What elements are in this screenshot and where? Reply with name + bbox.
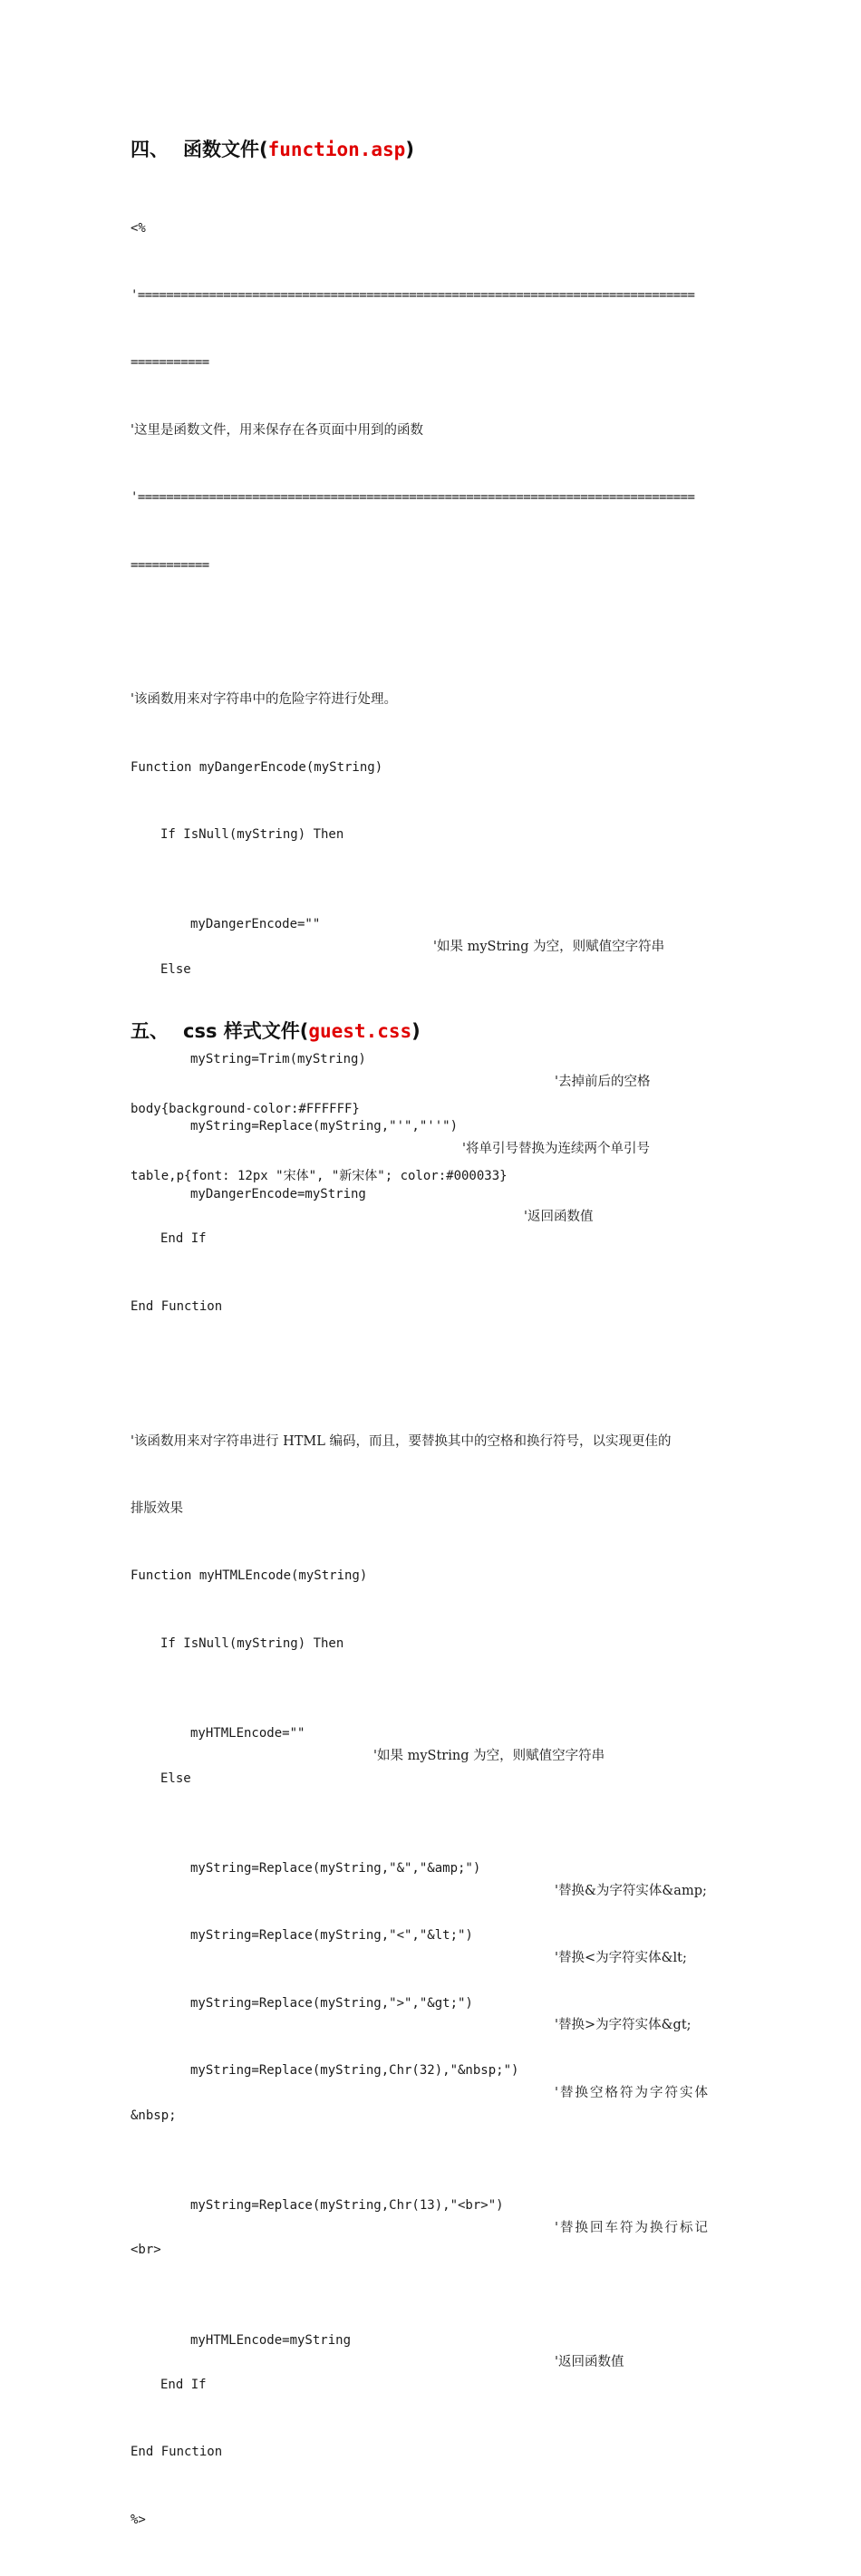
section-filename: function.asp <box>267 139 406 160</box>
code-line-with-comment <box>131 892 732 955</box>
code-statement: myString=Replace(myString,Chr(32),"&nbsp;") <box>190 2062 519 2078</box>
code-comment: '替换&为字符实体&amp; <box>555 1883 707 1898</box>
code-line: =========== <box>131 355 209 371</box>
code-line: Else <box>160 961 191 977</box>
code-line-with-comment <box>131 1970 732 2033</box>
code-line: End If <box>160 2378 207 2393</box>
code-line: <% <box>131 220 146 236</box>
section-title: css 样式文件( <box>183 1020 309 1042</box>
code-line-with-comment <box>131 2037 732 2100</box>
code-line: End Function <box>131 1298 223 1314</box>
code-line: Function myHTMLEncode(myString) <box>131 1568 368 1584</box>
code-line-with-comment <box>131 1835 732 1898</box>
blank-line <box>131 622 732 644</box>
code-line: Function myDangerEncode(myString) <box>131 759 383 775</box>
code-statement: myString=Replace(myString,Chr(13),"<br>") <box>190 2197 504 2213</box>
code-line-wrap: <br> <box>131 2243 161 2258</box>
code-comment: '返回函数值 <box>524 1209 594 1224</box>
code-statement: myHTMLEncode=myString <box>190 2332 352 2348</box>
code-statement: myString=Replace(myString,"'","''") <box>190 1119 459 1134</box>
section-number: 四、 <box>131 139 169 160</box>
code-comment: '返回函数值 <box>555 2355 624 2370</box>
code-comment: '替换>为字符实体&gt; <box>555 2018 692 2033</box>
code-statement: myDangerEncode="" <box>190 917 321 932</box>
code-comment: '替换<为字符实体&lt; <box>555 1950 687 1965</box>
blank-line <box>131 1363 732 1385</box>
code-comment: '将单引号替换为连续两个单引号 <box>462 1142 650 1157</box>
code-line-with-comment <box>131 2172 732 2235</box>
section-heading-css-file <box>131 1019 421 1043</box>
code-line: table,p{font: 12px "宋体", "新宋体"; color:#000033} <box>131 1168 508 1183</box>
code-comment: '如果 myString 为空，则赋值空字符串 <box>373 1748 605 1763</box>
code-comment: 排版效果 <box>131 1501 183 1517</box>
code-line-wrap: &nbsp; <box>131 2108 177 2123</box>
code-line: If IsNull(myString) Then <box>160 827 344 843</box>
code-comment: '这里是函数文件，用来保存在各页面中用到的函数 <box>131 422 423 438</box>
code-statement: myHTMLEncode="" <box>190 1725 305 1741</box>
code-comment: '如果 myString 为空，则赋值空字符串 <box>433 940 665 955</box>
section-title-close: ) <box>405 139 414 160</box>
code-statement: myString=Replace(myString,"&","&amp;") <box>190 1860 481 1876</box>
code-comment: '替换回车符为换行标记 <box>555 2220 710 2235</box>
code-line-with-comment <box>131 1700 732 1763</box>
code-line: body{background-color:#FFFFFF} <box>131 1101 360 1116</box>
code-statement: myString=Replace(myString,"<","&lt;") <box>190 1928 473 1944</box>
section-filename: guest.css <box>308 1020 412 1042</box>
code-comment: '该函数用来对字符串中的危险字符进行处理。 <box>131 692 397 708</box>
code-line: If IsNull(myString) Then <box>160 1635 344 1651</box>
code-line: =========== <box>131 557 209 573</box>
code-statement: myString=Trim(myString) <box>190 1052 366 1067</box>
code-comment: '该函数用来对字符串进行 HTML 编码，而且，要替换其中的空格和换行符号，以实现更佳的 <box>131 1433 672 1449</box>
code-line: Else <box>160 1770 191 1786</box>
code-line: '============================================================================== <box>131 490 695 506</box>
code-line: %> <box>131 2512 146 2527</box>
section-title-close: ) <box>411 1020 421 1042</box>
code-line-with-comment <box>131 1902 732 1965</box>
code-comment: '替换空格符为字符实体 <box>555 2085 710 2100</box>
section-heading-function-file <box>131 138 414 161</box>
code-comment: '去掉前后的空格 <box>555 1074 651 1089</box>
section-number: 五、 <box>131 1020 169 1042</box>
code-line: End If <box>160 1231 207 1247</box>
code-line: End Function <box>131 2445 223 2460</box>
code-statement: myDangerEncode=myString <box>190 1186 366 1201</box>
code-block-guest-css <box>131 1053 732 1232</box>
code-statement: myString=Replace(myString,">","&gt;") <box>190 1995 473 2011</box>
code-line-with-comment <box>131 2307 732 2370</box>
code-line: '============================================================================== <box>131 287 695 303</box>
code-block-function-asp <box>131 172 732 2576</box>
section-title: 函数文件( <box>183 139 268 160</box>
